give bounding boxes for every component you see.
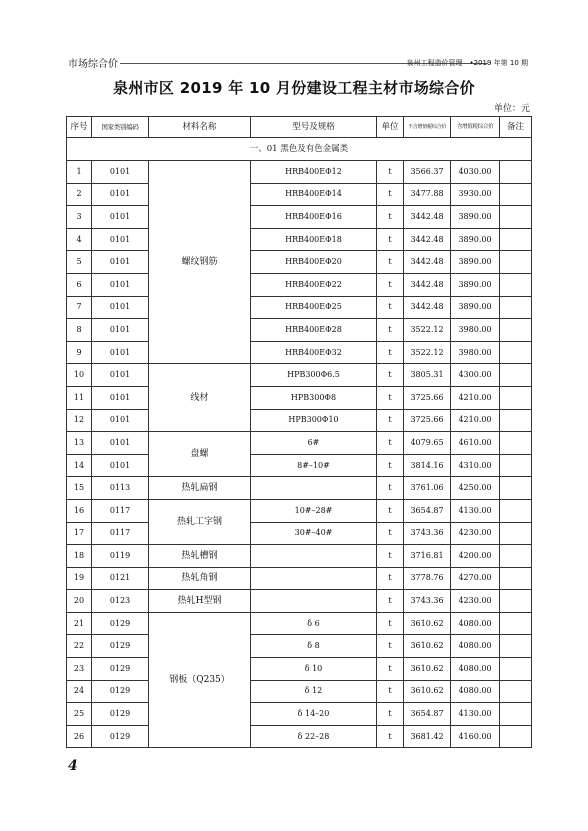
table-row — [67, 680, 532, 703]
col-header-price-inc-vat: 含增值税综合价 — [451, 117, 500, 138]
cell-seq: 25 — [67, 703, 92, 726]
cell-spec: δ 10 — [251, 658, 377, 681]
cell-note — [500, 545, 532, 568]
cell-seq: 22 — [67, 635, 92, 658]
cell-seq: 9 — [67, 341, 92, 364]
cell-unit: t — [377, 228, 404, 251]
cell-price-ex-vat: 3805.31 — [404, 364, 451, 387]
cell-price-ex-vat: 3610.62 — [404, 612, 451, 635]
cell-material-name: 热轧扁钢 — [149, 477, 251, 500]
table-row — [67, 612, 532, 635]
cell-category-code: 0101 — [92, 341, 149, 364]
cell-spec: δ 8 — [251, 635, 377, 658]
cell-price-inc-vat: 4250.00 — [451, 477, 500, 500]
col-header-price-ex-vat: 不含增值税综合价 — [404, 117, 451, 138]
cell-category-code: 0101 — [92, 296, 149, 319]
cell-category-code: 0101 — [92, 454, 149, 477]
cell-unit: t — [377, 454, 404, 477]
cell-note — [500, 454, 532, 477]
table-row — [67, 658, 532, 681]
cell-price-ex-vat: 3610.62 — [404, 680, 451, 703]
cell-unit: t — [377, 251, 404, 274]
table-header-row — [67, 117, 532, 138]
cell-price-ex-vat: 3442.48 — [404, 228, 451, 251]
cell-note — [500, 499, 532, 522]
cell-spec: 8#–10# — [251, 454, 377, 477]
cell-category-code: 0121 — [92, 567, 149, 590]
cell-unit: t — [377, 522, 404, 545]
table-row — [67, 454, 532, 477]
table-row — [67, 161, 532, 184]
cell-price-ex-vat: 3442.48 — [404, 206, 451, 229]
cell-note — [500, 680, 532, 703]
section-row — [67, 138, 532, 161]
table-row — [67, 228, 532, 251]
cell-note — [500, 206, 532, 229]
cell-category-code: 0129 — [92, 725, 149, 748]
col-header-code: 国家类别编码 — [92, 117, 149, 138]
cell-price-inc-vat: 4130.00 — [451, 703, 500, 726]
cell-seq: 20 — [67, 590, 92, 613]
cell-spec: δ 12 — [251, 680, 377, 703]
cell-price-ex-vat: 3654.87 — [404, 703, 451, 726]
table-row — [67, 590, 532, 613]
cell-price-inc-vat: 4130.00 — [451, 499, 500, 522]
cell-seq: 26 — [67, 725, 92, 748]
cell-spec: HRB400EΦ14 — [251, 183, 377, 206]
cell-seq: 14 — [67, 454, 92, 477]
cell-spec: 6# — [251, 432, 377, 455]
col-header-unit: 单位 — [377, 117, 404, 138]
unit-label: 单位：元 — [493, 104, 530, 114]
table-row — [67, 703, 532, 726]
cell-category-code: 0101 — [92, 432, 149, 455]
cell-spec: HRB400EΦ32 — [251, 341, 377, 364]
price-table — [66, 116, 532, 748]
cell-material-name: 热轧角钢 — [149, 567, 251, 590]
cell-note — [500, 273, 532, 296]
table-row — [67, 273, 532, 296]
cell-unit: t — [377, 590, 404, 613]
cell-spec: HPB300Φ6.5 — [251, 364, 377, 387]
cell-unit: t — [377, 477, 404, 500]
cell-category-code: 0117 — [92, 499, 149, 522]
cell-material-name: 螺纹钢筋 — [149, 161, 251, 364]
cell-spec — [251, 567, 377, 590]
page-title: 泉州市区 2019 年 10 月份建设工程主材市场综合价 — [113, 79, 475, 97]
table-row — [67, 296, 532, 319]
cell-note — [500, 364, 532, 387]
cell-price-inc-vat: 4080.00 — [451, 635, 500, 658]
cell-spec: δ 6 — [251, 612, 377, 635]
cell-seq: 7 — [67, 296, 92, 319]
cell-material-name: 热轧工字钢 — [149, 499, 251, 544]
cell-unit: t — [377, 409, 404, 432]
cell-price-ex-vat: 3442.48 — [404, 251, 451, 274]
cell-price-inc-vat: 4610.00 — [451, 432, 500, 455]
cell-note — [500, 612, 532, 635]
table-row — [67, 477, 532, 500]
cell-seq: 16 — [67, 499, 92, 522]
cell-category-code: 0101 — [92, 183, 149, 206]
cell-spec: HRB400EΦ22 — [251, 273, 377, 296]
cell-category-code: 0101 — [92, 206, 149, 229]
cell-category-code: 0129 — [92, 612, 149, 635]
cell-price-inc-vat: 3980.00 — [451, 319, 500, 342]
cell-unit: t — [377, 364, 404, 387]
cell-seq: 21 — [67, 612, 92, 635]
cell-price-inc-vat: 4160.00 — [451, 725, 500, 748]
cell-category-code: 0101 — [92, 228, 149, 251]
cell-material-name: 热轧槽钢 — [149, 545, 251, 568]
cell-material-name: 盘螺 — [149, 432, 251, 477]
cell-category-code: 0113 — [92, 477, 149, 500]
cell-note — [500, 590, 532, 613]
cell-unit: t — [377, 703, 404, 726]
cell-note — [500, 477, 532, 500]
col-header-note: 备注 — [500, 117, 532, 138]
cell-note — [500, 658, 532, 681]
cell-spec: δ 14–20 — [251, 703, 377, 726]
cell-seq: 18 — [67, 545, 92, 568]
cell-seq: 11 — [67, 386, 92, 409]
cell-unit: t — [377, 273, 404, 296]
table-row — [67, 341, 532, 364]
cell-unit: t — [377, 658, 404, 681]
cell-price-ex-vat: 3442.48 — [404, 273, 451, 296]
cell-price-ex-vat: 3743.36 — [404, 522, 451, 545]
cell-price-inc-vat: 4210.00 — [451, 386, 500, 409]
cell-unit: t — [377, 635, 404, 658]
table-row — [67, 183, 532, 206]
cell-note — [500, 161, 532, 184]
cell-note — [500, 251, 532, 274]
cell-price-inc-vat: 4310.00 — [451, 454, 500, 477]
cell-price-inc-vat: 3930.00 — [451, 183, 500, 206]
cell-category-code: 0129 — [92, 658, 149, 681]
cell-price-ex-vat: 3725.66 — [404, 409, 451, 432]
cell-category-code: 0117 — [92, 522, 149, 545]
cell-category-code: 0101 — [92, 161, 149, 184]
cell-category-code: 0101 — [92, 386, 149, 409]
cell-price-ex-vat: 3716.81 — [404, 545, 451, 568]
cell-spec: HRB400EΦ16 — [251, 206, 377, 229]
cell-note — [500, 703, 532, 726]
cell-category-code: 0129 — [92, 680, 149, 703]
cell-spec: HRB400EΦ18 — [251, 228, 377, 251]
table-row — [67, 409, 532, 432]
cell-unit: t — [377, 612, 404, 635]
table-row — [67, 545, 532, 568]
cell-material-name: 热轧H型钢 — [149, 590, 251, 613]
cell-material-name: 线材 — [149, 364, 251, 432]
cell-seq: 6 — [67, 273, 92, 296]
table-row — [67, 725, 532, 748]
cell-note — [500, 409, 532, 432]
cell-unit: t — [377, 499, 404, 522]
col-header-seq: 序号 — [67, 117, 92, 138]
cell-price-inc-vat: 3890.00 — [451, 296, 500, 319]
cell-price-inc-vat: 3980.00 — [451, 341, 500, 364]
cell-price-inc-vat: 4210.00 — [451, 409, 500, 432]
table-row — [67, 206, 532, 229]
cell-note — [500, 432, 532, 455]
table-row — [67, 499, 532, 522]
cell-note — [500, 228, 532, 251]
cell-unit: t — [377, 206, 404, 229]
cell-seq: 24 — [67, 680, 92, 703]
cell-note — [500, 635, 532, 658]
cell-price-inc-vat: 4080.00 — [451, 658, 500, 681]
cell-spec: δ 22–28 — [251, 725, 377, 748]
cell-price-inc-vat: 4200.00 — [451, 545, 500, 568]
cell-price-inc-vat: 3890.00 — [451, 273, 500, 296]
cell-note — [500, 183, 532, 206]
cell-seq: 10 — [67, 364, 92, 387]
cell-seq: 1 — [67, 161, 92, 184]
cell-price-inc-vat: 4030.00 — [451, 161, 500, 184]
cell-note — [500, 725, 532, 748]
cell-price-inc-vat: 4300.00 — [451, 364, 500, 387]
cell-spec — [251, 590, 377, 613]
cell-unit: t — [377, 296, 404, 319]
cell-price-inc-vat: 4230.00 — [451, 590, 500, 613]
cell-unit: t — [377, 341, 404, 364]
cell-spec: HPB300Φ10 — [251, 409, 377, 432]
cell-price-ex-vat: 3814.16 — [404, 454, 451, 477]
cell-price-ex-vat: 3654.87 — [404, 499, 451, 522]
cell-price-inc-vat: 4080.00 — [451, 612, 500, 635]
running-header-publication: 泉州工程造价管理 •2019 年第 10 期 — [406, 59, 528, 67]
cell-price-ex-vat: 3566.37 — [404, 161, 451, 184]
cell-price-inc-vat: 4270.00 — [451, 567, 500, 590]
cell-category-code: 0119 — [92, 545, 149, 568]
cell-unit: t — [377, 725, 404, 748]
cell-price-ex-vat: 3761.06 — [404, 477, 451, 500]
cell-note — [500, 341, 532, 364]
cell-price-inc-vat: 3890.00 — [451, 206, 500, 229]
cell-spec: 30#–40# — [251, 522, 377, 545]
cell-unit: t — [377, 319, 404, 342]
table-row — [67, 319, 532, 342]
cell-unit: t — [377, 386, 404, 409]
cell-spec: HRB400EΦ25 — [251, 296, 377, 319]
cell-price-inc-vat: 4230.00 — [451, 522, 500, 545]
col-header-spec: 型号及规格 — [251, 117, 377, 138]
cell-seq: 12 — [67, 409, 92, 432]
cell-note — [500, 522, 532, 545]
cell-unit: t — [377, 432, 404, 455]
cell-price-ex-vat: 3610.62 — [404, 658, 451, 681]
section-title: 一、01 黑色及有色金属类 — [67, 138, 532, 161]
cell-price-ex-vat: 3610.62 — [404, 635, 451, 658]
cell-spec — [251, 477, 377, 500]
cell-category-code: 0129 — [92, 703, 149, 726]
cell-price-ex-vat: 3725.66 — [404, 386, 451, 409]
table-row — [67, 386, 532, 409]
cell-seq: 8 — [67, 319, 92, 342]
cell-category-code: 0101 — [92, 319, 149, 342]
table-row — [67, 432, 532, 455]
cell-seq: 4 — [67, 228, 92, 251]
cell-category-code: 0101 — [92, 251, 149, 274]
cell-category-code: 0101 — [92, 364, 149, 387]
page-number: 4 — [68, 758, 78, 774]
cell-seq: 17 — [67, 522, 92, 545]
cell-price-ex-vat: 3477.88 — [404, 183, 451, 206]
cell-price-ex-vat: 3522.12 — [404, 319, 451, 342]
cell-category-code: 0129 — [92, 635, 149, 658]
cell-seq: 2 — [67, 183, 92, 206]
cell-price-ex-vat: 3442.48 — [404, 296, 451, 319]
cell-spec: HRB400EΦ12 — [251, 161, 377, 184]
cell-note — [500, 567, 532, 590]
cell-unit: t — [377, 567, 404, 590]
cell-seq: 5 — [67, 251, 92, 274]
cell-material-name: 钢板（Q235） — [149, 612, 251, 748]
cell-spec: 10#–28# — [251, 499, 377, 522]
cell-seq: 23 — [67, 658, 92, 681]
cell-note — [500, 386, 532, 409]
table-row — [67, 635, 532, 658]
cell-spec — [251, 545, 377, 568]
cell-price-ex-vat: 4079.65 — [404, 432, 451, 455]
cell-price-ex-vat: 3522.12 — [404, 341, 451, 364]
cell-spec: HRB400EΦ28 — [251, 319, 377, 342]
cell-note — [500, 296, 532, 319]
table-row — [67, 522, 532, 545]
cell-category-code: 0101 — [92, 409, 149, 432]
cell-spec: HPB300Φ8 — [251, 386, 377, 409]
cell-note — [500, 319, 532, 342]
cell-unit: t — [377, 183, 404, 206]
cell-unit: t — [377, 680, 404, 703]
cell-seq: 3 — [67, 206, 92, 229]
col-header-material: 材料名称 — [149, 117, 251, 138]
cell-price-ex-vat: 3778.76 — [404, 567, 451, 590]
cell-price-ex-vat: 3681.42 — [404, 725, 451, 748]
cell-price-inc-vat: 3890.00 — [451, 251, 500, 274]
cell-spec: HRB400EΦ20 — [251, 251, 377, 274]
table-row — [67, 251, 532, 274]
cell-unit: t — [377, 545, 404, 568]
table-row — [67, 567, 532, 590]
cell-category-code: 0101 — [92, 273, 149, 296]
cell-unit: t — [377, 161, 404, 184]
running-header-section: 市场综合价 — [68, 59, 118, 70]
cell-seq: 13 — [67, 432, 92, 455]
cell-category-code: 0123 — [92, 590, 149, 613]
cell-price-inc-vat: 3890.00 — [451, 228, 500, 251]
cell-seq: 15 — [67, 477, 92, 500]
table-row — [67, 364, 532, 387]
cell-price-ex-vat: 3743.36 — [404, 590, 451, 613]
cell-seq: 19 — [67, 567, 92, 590]
cell-price-inc-vat: 4080.00 — [451, 680, 500, 703]
